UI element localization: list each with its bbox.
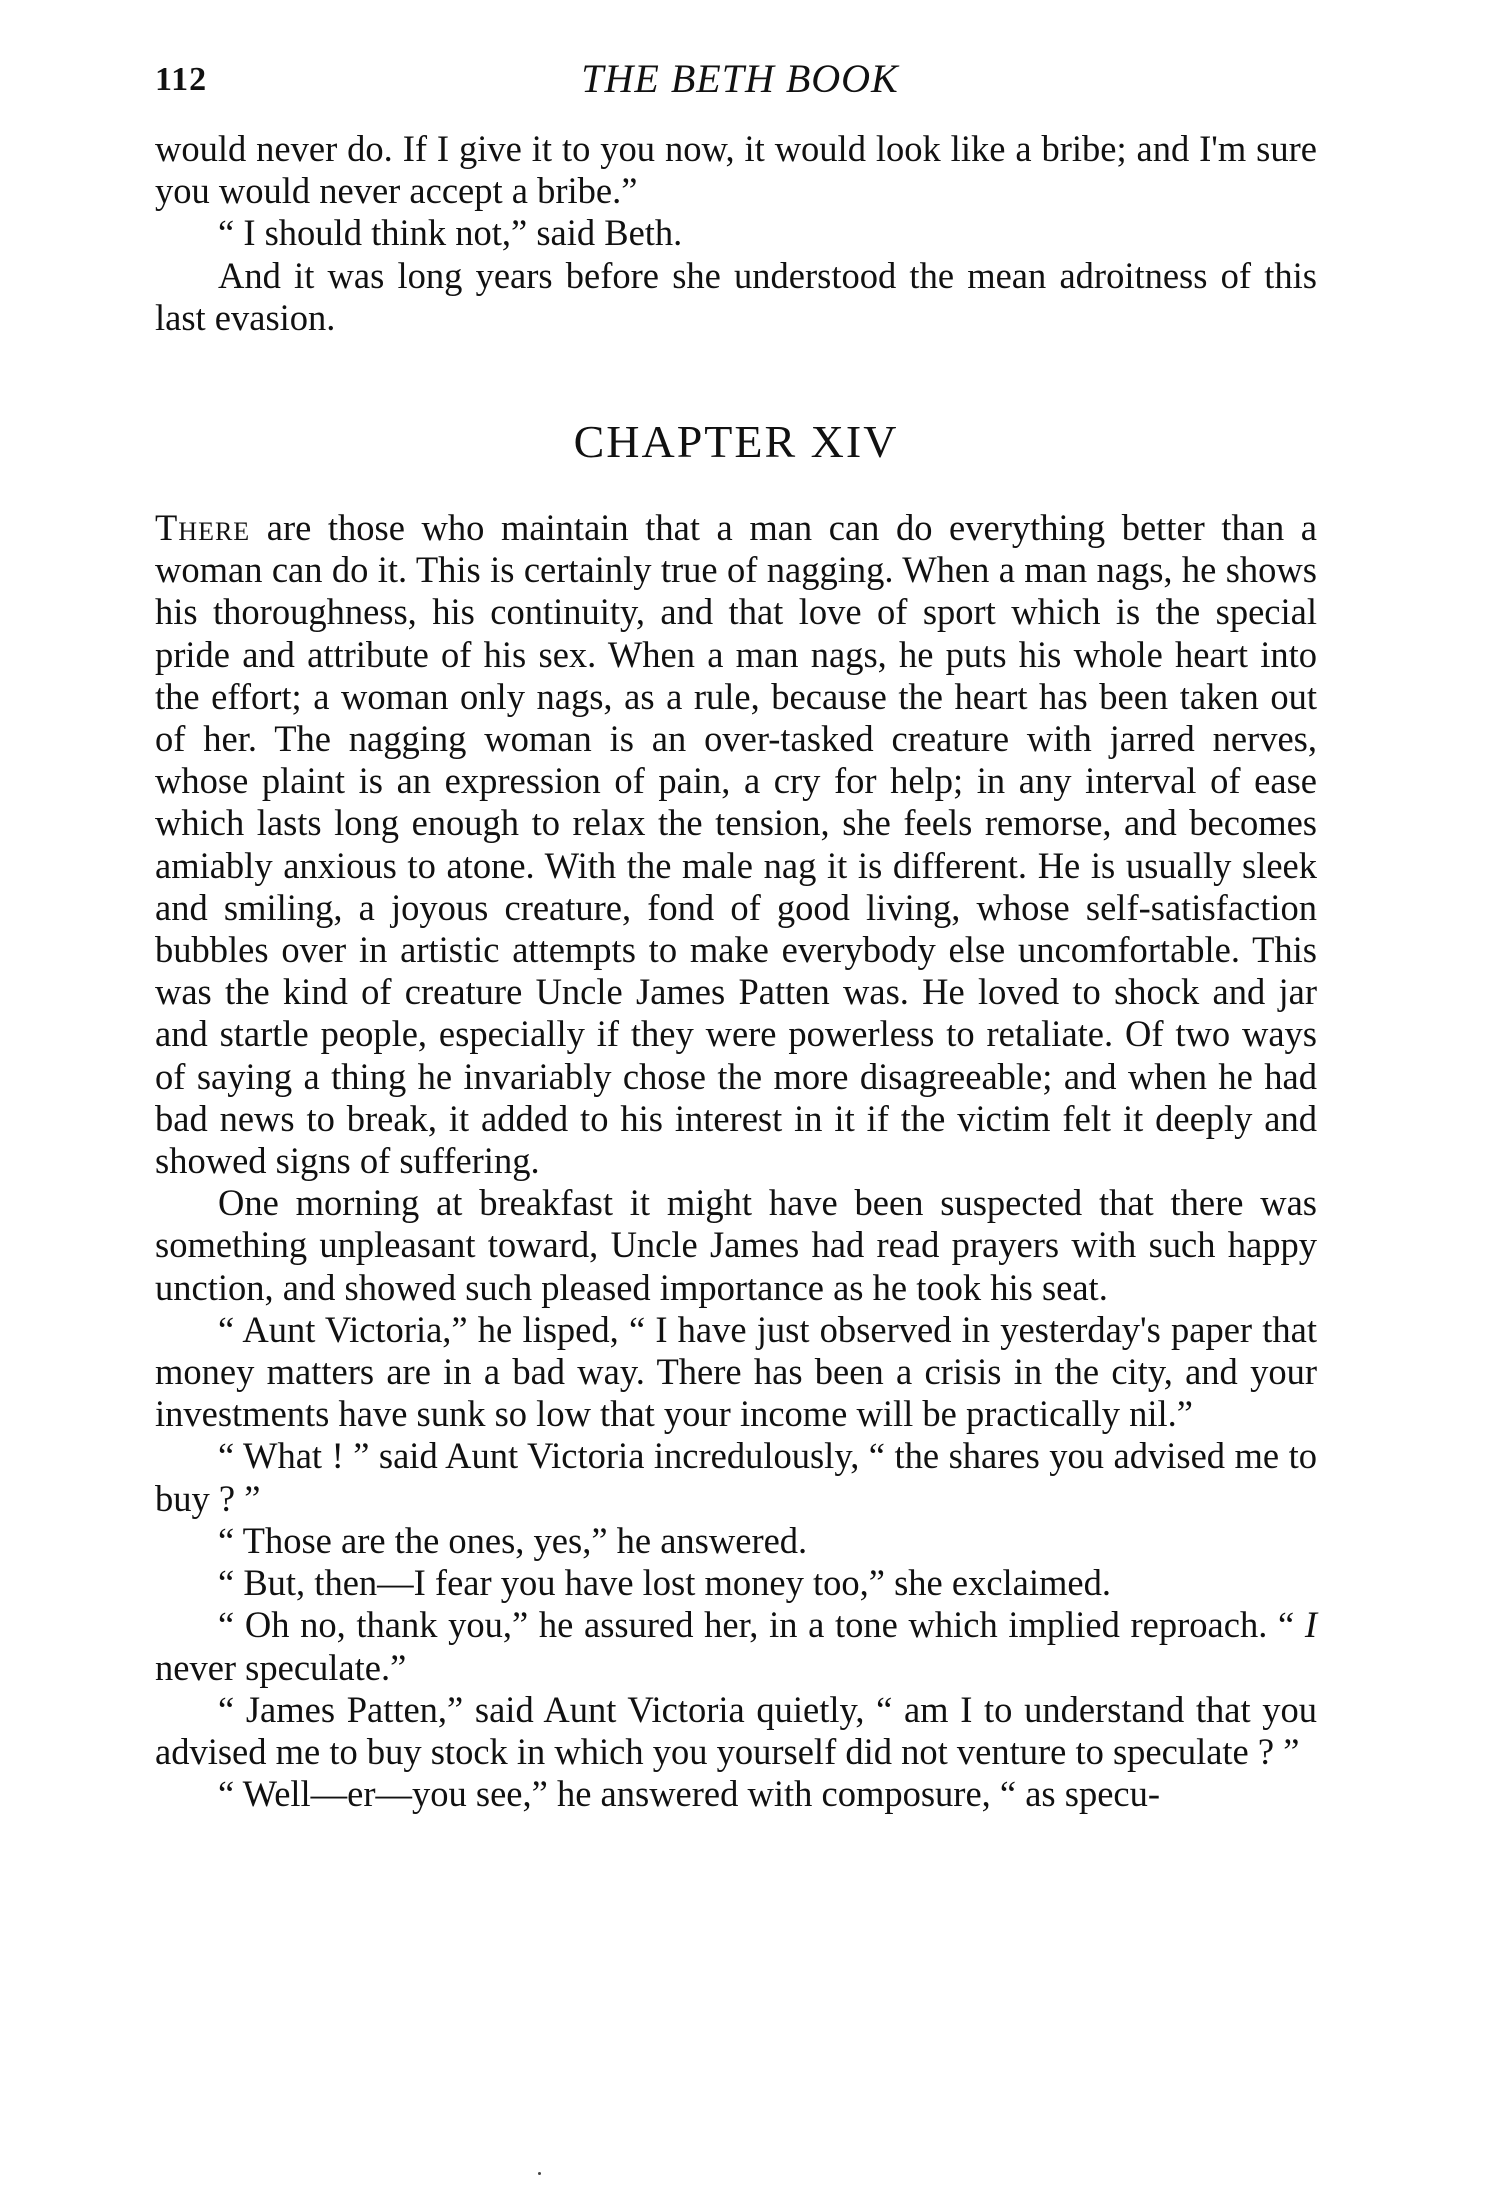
paragraph-aunt-victoria: “ Aunt Victoria,” he lisped, “ I have just observed in yesterday's paper that money matters are in a bad way. There has been a crisis in the city, and your investments have sunk so low that your income will be practically nil.” — [155, 1308, 1317, 1435]
paragraph-what: “ What ! ” said Aunt Victoria incredulously, “ the shares you advised me to buy ? ” — [155, 1435, 1317, 1519]
paragraph-well-er: “ Well—er—you see,” he answered with composure, “ as specu- — [218, 1773, 1161, 1815]
page-body — [155, 128, 1317, 1815]
oh-no-text-after: never speculate.” — [155, 1646, 407, 1688]
paragraph-breakfast: One morning at breakfast it might have been suspected that there was something unpleasant toward, Uncle James had read prayers with such happy unction, and showed such pleased importance as he took his seat. — [155, 1182, 1317, 1308]
chapter-heading: CHAPTER XIV — [573, 416, 899, 468]
paragraph-evasion: And it was long years before she understood the mean adroitness of this last evasion. — [155, 254, 1317, 338]
paragraph-beth-reply: “ I should think not,” said Beth. — [218, 212, 683, 254]
oh-no-text-before: “ Oh no, thank you,” he assured her, in a tone which implied reproach. “ — [218, 1604, 1305, 1646]
paragraph-those-are: “ Those are the ones, yes,” he answered. — [218, 1519, 808, 1561]
running-title: THE BETH BOOK — [581, 56, 899, 101]
paragraph-continuation: would never do. If I give it to you now, it would look like a bribe; and I'm sure you would never accept a bribe.” — [155, 128, 1317, 212]
paragraph-james-patten: “ James Patten,” said Aunt Victoria quietly, “ am I to understand that you advised me to buy stock in which you yourself did not venture to speculate ? ” — [155, 1688, 1317, 1772]
paragraph-chapter-opening — [155, 507, 1317, 1182]
chapter-opening-text: are those who maintain that a man can do everything better than a woman can do it. This is certainly true of nagging. When a man nags, he shows his thoroughness, his continuity, and that love of sport which is the special pride and attribute of his sex. When a man nags, he puts his whole heart into the effort; a woman only nags, as a rule, because the heart has been taken out of her. The nagging woman is an over-tasked creature with jarred nerves, whose plaint is an expression of pain, a cry for help; in any interval of ease which lasts long enough to relax the tension, she feels remorse, and becomes amiably anxious to atone. With the male nag it is different. He is usually sleek and smiling, a joyous creature, fond of good living, whose self-satisfaction bubbles over in artistic attempts to make everybody else uncomfortable. This was the kind of creature Uncle James Patten was. He loved to shock and jar and startle people, especially if they were powerless to retaliate. Of two ways of saying a thing he invariably chose the more disagreeable; and when he had bad news to break, it added to his interest in it if the victim felt it deeply and showed signs of suffering. — [155, 507, 1317, 1182]
page-speck — [538, 2172, 541, 2175]
page-number: 112 — [155, 61, 208, 98]
paragraph-but-then: “ But, then—I fear you have lost money too,” she exclaimed. — [218, 1562, 1111, 1604]
chapter-first-word: There — [155, 507, 251, 549]
oh-no-italic: I — [1304, 1604, 1317, 1646]
page-header — [155, 55, 1325, 115]
paragraph-oh-no — [155, 1604, 1317, 1688]
